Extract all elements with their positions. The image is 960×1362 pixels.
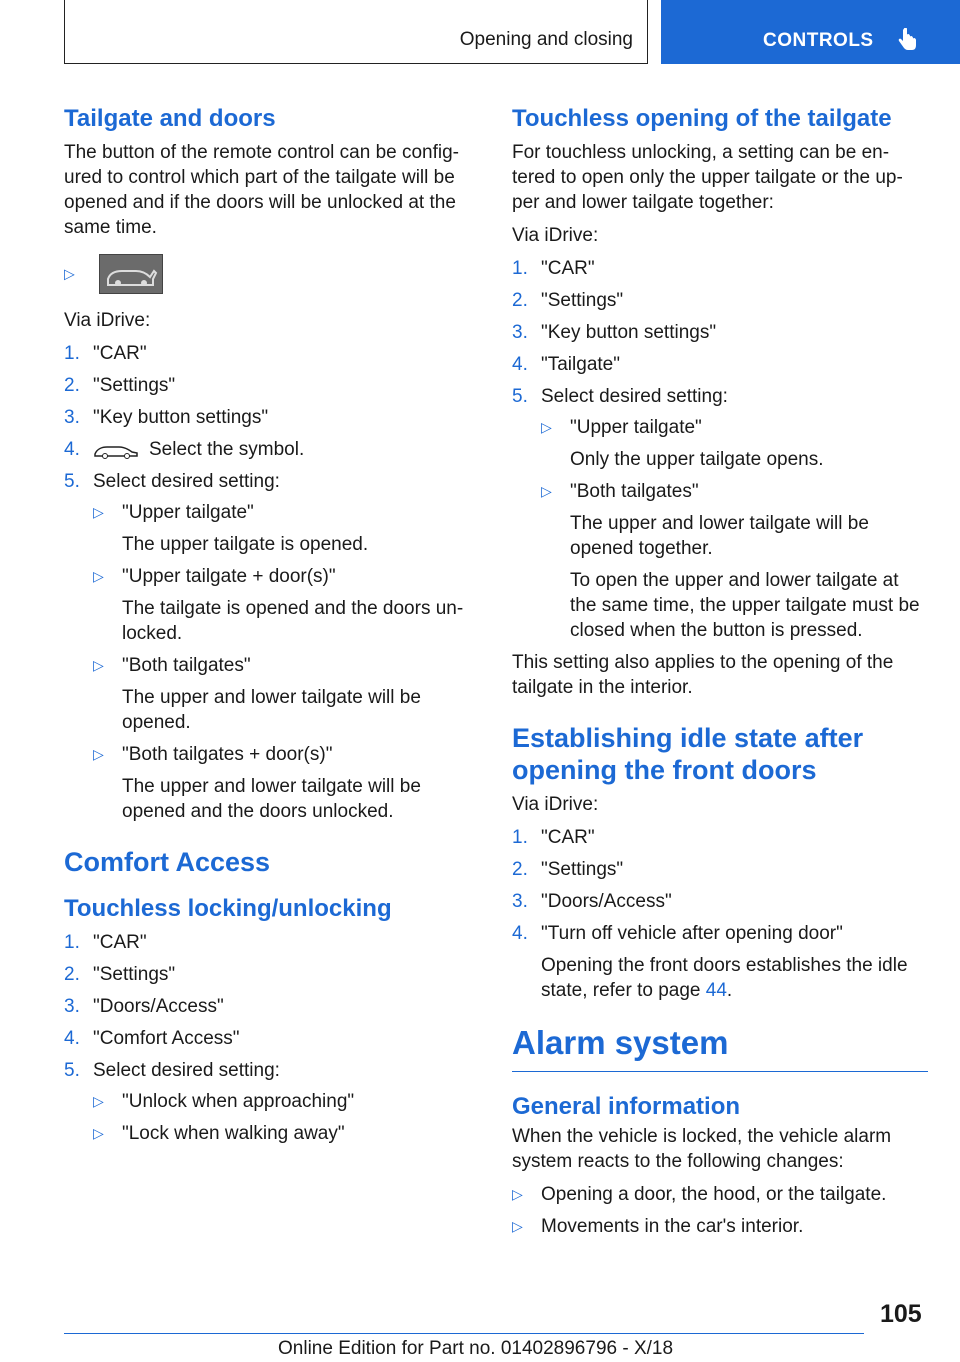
option-desc: The upper tailgate is opened. [122, 534, 369, 555]
option-desc: The upper and lower tailgate will be opened and the doors unlocked. [122, 776, 421, 822]
list-item [541, 415, 928, 472]
option-label: "Upper tailgate" [122, 502, 254, 523]
list-item [512, 320, 928, 345]
step-text: "Settings" [93, 375, 176, 396]
bullet-mark: ▷ [541, 419, 552, 435]
page-number: 105 [880, 1300, 922, 1328]
page-ref-link[interactable]: 44 [705, 980, 727, 1001]
step-text: "Key button settings" [93, 407, 269, 428]
trigger-text: Opening a door, the hood, or the tailgate. [541, 1184, 887, 1205]
general-intro: When the vehicle is locked, the vehicle alarm system reacts to the following changes: [512, 1126, 892, 1172]
via-idrive-label: Via iDrive: [512, 225, 599, 246]
step-text: Select desired setting: [93, 471, 280, 492]
option-label: "Upper tailgate + door(s)" [122, 566, 336, 587]
chapter-tab[interactable] [661, 0, 960, 64]
alarm-triggers [512, 1182, 928, 1239]
step-text: "CAR" [93, 932, 147, 953]
bullet-mark: ▷ [512, 1218, 523, 1234]
step-text: "CAR" [93, 343, 147, 364]
option-desc: The upper and lower tailgate will be opened. [122, 687, 421, 733]
list-item [93, 742, 474, 824]
option-label: "Lock when walking away" [122, 1123, 345, 1144]
touchless-locking-heading: Touchless locking/unlocking [64, 895, 392, 922]
hand-pointer-icon [897, 28, 917, 52]
comfort-access-heading: Comfort Access [64, 847, 271, 877]
car-outline-icon [93, 440, 139, 460]
step-number: 4. [512, 354, 528, 375]
list-item [512, 352, 928, 377]
tailgate-doors-heading: Tailgate and doors [64, 105, 276, 132]
step-number: 1. [64, 932, 80, 953]
idle-state-heading: Establishing idle state after opening the front doors [512, 723, 864, 785]
car-tailgate-icon [99, 254, 163, 294]
bullet-mark: ▷ [93, 657, 104, 673]
step-number: 2. [512, 290, 528, 311]
tailgate-steps [64, 341, 474, 824]
via-idrive-label: Via iDrive: [512, 794, 599, 815]
footer-rule [64, 1333, 864, 1334]
step-text: "CAR" [541, 258, 595, 279]
list-item [512, 1214, 928, 1239]
option-label: "Both tailgates" [122, 655, 251, 676]
idle-desc [541, 953, 928, 1003]
via-idrive-label: Via iDrive: [64, 310, 151, 331]
option-desc: Only the upper tailgate opens. [570, 449, 824, 470]
step-number: 3. [512, 891, 528, 912]
comfort-steps [64, 930, 474, 1146]
idle-desc-end: . [726, 980, 733, 1001]
option-desc: The tailgate is opened and the doors un-locked. [122, 598, 464, 644]
list-item [512, 256, 928, 281]
interior-note: This setting also applies to the opening of the tailgate in the interior. [512, 652, 894, 698]
left-column [64, 104, 474, 1153]
list-item [64, 405, 474, 430]
tailgate-intro: The button of the remote control can be config-ured to control which part of the tailgate will be opened and if the doors will be unlocked at the same time. [64, 142, 460, 238]
option-label: "Both tailgates" [570, 481, 699, 502]
step-text: "Settings" [541, 859, 624, 880]
step-number: 1. [64, 343, 80, 364]
list-item [93, 564, 474, 646]
bullet-mark: ▷ [93, 746, 104, 762]
alarm-system-heading: Alarm system [512, 1024, 729, 1061]
option-label: "Upper tailgate" [570, 417, 702, 438]
list-item [64, 437, 474, 462]
step-text: Select the symbol. [149, 439, 305, 460]
step-text: "Doors/Access" [541, 891, 672, 912]
list-item [64, 930, 474, 955]
list-item [64, 341, 474, 366]
bullet-mark: ▷ [93, 1093, 104, 1109]
step-number: 3. [512, 322, 528, 343]
list-item [64, 1058, 474, 1146]
list-item [64, 469, 474, 824]
list-item [512, 1182, 928, 1207]
step-text: "Settings" [541, 290, 624, 311]
touchless-steps [512, 256, 928, 643]
step-number: 5. [512, 386, 528, 407]
list-item [512, 889, 928, 914]
tailgate-options [93, 500, 474, 824]
list-item [93, 1089, 474, 1114]
step-number: 2. [64, 964, 80, 985]
idle-desc-text: Opening the front doors establishes the idle state, refer to page [541, 955, 908, 1001]
option-label: "Unlock when approaching" [122, 1091, 355, 1112]
list-item [93, 500, 474, 557]
list-item [512, 921, 928, 1003]
list-item [64, 1026, 474, 1051]
trigger-text: Movements in the car's interior. [541, 1216, 804, 1237]
step-text: "Comfort Access" [93, 1028, 240, 1049]
step-number: 4. [64, 1028, 80, 1049]
header-section-box [64, 0, 648, 64]
list-item [64, 373, 474, 398]
step-number: 5. [64, 1060, 80, 1081]
step-text: "Key button settings" [541, 322, 717, 343]
bullet-mark: ▷ [93, 568, 104, 584]
edition-text: Online Edition for Part no. 01402896796 - X/18 [278, 1338, 674, 1359]
list-item [93, 1121, 474, 1146]
step-text: "Settings" [93, 964, 176, 985]
touchless-intro: For touchless unlocking, a setting can be en-tered to open only the upper tailgate or the up-per and lower tailgate together: [512, 142, 903, 213]
step-text: "Doors/Access" [93, 996, 224, 1017]
step-text: "Turn off vehicle after opening door" [541, 923, 843, 944]
step-number: 4. [64, 439, 80, 460]
step-text: "CAR" [541, 827, 595, 848]
step-text: Select desired setting: [93, 1060, 280, 1081]
list-item [512, 857, 928, 882]
step-number: 3. [64, 996, 80, 1017]
touchless-options [541, 415, 928, 643]
step-number: 1. [512, 827, 528, 848]
option-label: "Both tailgates + door(s)" [122, 744, 333, 765]
list-item [512, 288, 928, 313]
general-info-heading: General information [512, 1093, 741, 1120]
step-number: 5. [64, 471, 80, 492]
bullet-mark: ▷ [64, 265, 75, 282]
step-text: Select desired setting: [541, 386, 728, 407]
option-desc: The upper and lower tailgate will be opened together. [570, 513, 869, 559]
list-item [64, 962, 474, 987]
step-number: 1. [512, 258, 528, 279]
list-item [64, 994, 474, 1019]
list-item [93, 653, 474, 735]
car-symbol-row [64, 254, 474, 294]
bullet-mark: ▷ [93, 1125, 104, 1141]
touchless-opening-heading: Touchless opening of the tailgate [512, 105, 892, 132]
list-item [541, 479, 928, 643]
bullet-mark: ▷ [512, 1186, 523, 1202]
list-item [512, 825, 928, 850]
idle-steps [512, 825, 928, 1003]
right-column [512, 104, 928, 1246]
comfort-options [93, 1089, 474, 1146]
step-number: 3. [64, 407, 80, 428]
option-note: To open the upper and lower tailgate at the same time, the upper tailgate must be closed when the button is pressed. [570, 570, 920, 641]
step-number: 2. [512, 859, 528, 880]
list-item [512, 384, 928, 643]
bullet-mark: ▷ [541, 483, 552, 499]
step-number: 2. [64, 375, 80, 396]
section-title: Opening and closing [459, 29, 633, 50]
bullet-mark: ▷ [93, 504, 104, 520]
chapter-title: CONTROLS [763, 30, 874, 51]
heading-rule [512, 1071, 928, 1072]
step-text: "Tailgate" [541, 354, 620, 375]
step-number: 4. [512, 923, 528, 944]
